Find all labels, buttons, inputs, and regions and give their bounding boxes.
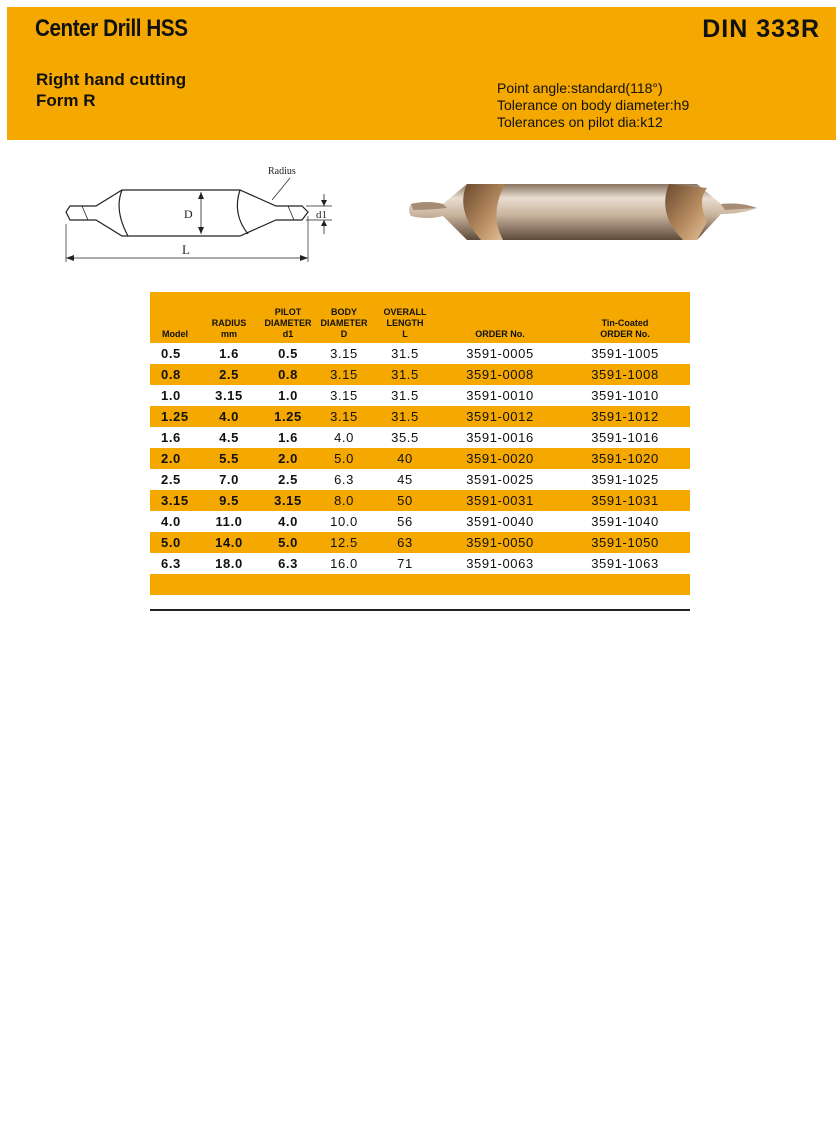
- spec-point-angle: Point angle:standard(118°): [497, 80, 663, 96]
- table-cell: 3591-0040: [466, 514, 534, 529]
- table-cell: 3591-0025: [466, 472, 534, 487]
- table-row: [150, 343, 690, 364]
- table-cell: 4.5: [219, 430, 239, 445]
- table-cell: 71: [397, 556, 413, 571]
- table-cell: 11.0: [215, 514, 243, 529]
- table-row: [150, 448, 690, 469]
- column-header-line: [162, 307, 200, 318]
- column-header-line: [560, 296, 690, 307]
- table-cell: 0.8: [258, 364, 318, 385]
- column-header: [440, 292, 560, 343]
- column-header-line: [162, 318, 200, 329]
- table-cell: 3591-1031: [560, 490, 690, 511]
- table-header-row: [150, 292, 690, 343]
- table-cell: 3591-1012: [560, 406, 690, 427]
- table-cell: 8.0: [318, 490, 370, 511]
- column-header-line: Model: [162, 329, 188, 339]
- spec-pilot-tolerance: Tolerances on pilot dia:k12: [497, 114, 663, 130]
- table-cell: 4.0: [278, 514, 298, 529]
- table-cell: 1.25: [150, 406, 200, 427]
- table-cell: 3591-1005: [591, 346, 659, 361]
- header-banner: [7, 7, 836, 140]
- table-cell: 31.5: [370, 406, 440, 427]
- l-label: L: [182, 242, 190, 257]
- table-cell: 5.0: [258, 532, 318, 553]
- table-cell: 3.15: [215, 388, 243, 403]
- table-cell: 50: [370, 490, 440, 511]
- table-row: [150, 511, 690, 532]
- table-cell: 3.15: [318, 364, 370, 385]
- table-cell: 3591-0010: [466, 388, 534, 403]
- table-cell: 1.0: [161, 388, 181, 403]
- table-cell: 56: [397, 514, 413, 529]
- table-cell: 1.25: [258, 406, 318, 427]
- table-cell: 2.5: [200, 364, 258, 385]
- table-cell: 10.0: [330, 514, 358, 529]
- table-cell: 3591-1040: [591, 514, 659, 529]
- column-header-line: [200, 296, 258, 307]
- table-cell: 3591-0020: [440, 448, 560, 469]
- column-header-line: [162, 296, 200, 307]
- subtitle-line-2: Form R: [36, 91, 96, 110]
- table-cell: 40: [370, 448, 440, 469]
- table-bottom-rule: [150, 595, 690, 610]
- table-cell: 2.0: [258, 448, 318, 469]
- column-header-line: d1: [282, 329, 294, 339]
- table-cell: 3591-0016: [466, 430, 534, 445]
- table-row: [150, 469, 690, 490]
- table-cell: 3.15: [330, 346, 358, 361]
- table-cell: 3591-1020: [560, 448, 690, 469]
- table-cell: 0.5: [161, 346, 181, 361]
- column-header-line: Tin-Coated: [601, 318, 649, 328]
- table-cell: 0.5: [278, 346, 298, 361]
- column-header: [200, 292, 258, 343]
- column-header-line: LENGTH: [386, 318, 424, 328]
- spec-body-tolerance: Tolerance on body diameter:h9: [497, 97, 690, 113]
- column-header: [150, 292, 200, 343]
- column-header-line: [318, 296, 370, 307]
- column-header-line: [370, 296, 440, 307]
- table-cell: 6.3: [278, 556, 298, 571]
- column-header: [318, 292, 370, 343]
- column-header-line: [200, 307, 258, 318]
- table-cell: 3591-1063: [591, 556, 659, 571]
- table-cell: 2.5: [161, 472, 181, 487]
- column-header-line: mm: [220, 329, 237, 339]
- table-cell: 3.15: [330, 388, 358, 403]
- table-cell: 14.0: [200, 532, 258, 553]
- column-header-line: DIAMETER: [320, 318, 368, 328]
- column-header-line: [258, 296, 318, 307]
- table-cell: 31.5: [391, 388, 419, 403]
- column-header-line: OVERALL: [383, 307, 427, 317]
- table-cell: 5.0: [318, 448, 370, 469]
- table-cell: 3591-0012: [440, 406, 560, 427]
- table-cell: 31.5: [370, 364, 440, 385]
- table-filler-row: [150, 574, 690, 595]
- table-cell: 3.15: [318, 406, 370, 427]
- table-cell: 3591-0050: [440, 532, 560, 553]
- column-header-line: D: [340, 329, 348, 339]
- d-label: D: [184, 207, 193, 221]
- column-header-line: BODY: [330, 307, 357, 317]
- table-cell: 16.0: [330, 556, 358, 571]
- table-cell: 9.5: [200, 490, 258, 511]
- table-cell: 6.3: [161, 556, 181, 571]
- table-cell: 35.5: [391, 430, 419, 445]
- table-cell: 4.0: [334, 430, 354, 445]
- table-row: [150, 532, 690, 553]
- table-cell: 31.5: [391, 346, 419, 361]
- d1-label: d1: [316, 209, 327, 221]
- table-cell: 45: [397, 472, 413, 487]
- table-cell: 1.0: [278, 388, 298, 403]
- column-header-line: ORDER No.: [475, 329, 525, 339]
- table-row: [150, 427, 690, 448]
- table-cell: 3.15: [150, 490, 200, 511]
- standard-code: DIN 333R: [702, 15, 820, 43]
- column-header-line: RADIUS: [211, 318, 247, 328]
- table-cell: 6.3: [334, 472, 354, 487]
- table-cell: 63: [370, 532, 440, 553]
- column-header: [258, 292, 318, 343]
- center-drill-photo: [407, 170, 763, 256]
- table-cell: 5.0: [150, 532, 200, 553]
- table-cell: 3591-1016: [591, 430, 659, 445]
- table-cell: 4.0: [161, 514, 181, 529]
- column-header-line: [440, 307, 560, 318]
- subtitle-line-1: Right hand cutting: [36, 70, 187, 89]
- table-row: [150, 364, 690, 385]
- table-cell: 3591-1025: [591, 472, 659, 487]
- table-cell: 12.5: [318, 532, 370, 553]
- table-cell: 1.6: [219, 346, 239, 361]
- table-cell: 3591-1010: [591, 388, 659, 403]
- table-cell: 2.0: [150, 448, 200, 469]
- column-header: [560, 292, 690, 343]
- table-cell: 4.0: [200, 406, 258, 427]
- specification-table: [150, 292, 690, 611]
- table-row: [150, 385, 690, 406]
- table-row: [150, 553, 690, 574]
- page-title: Center Drill HSS: [35, 15, 188, 42]
- column-header-line: L: [402, 329, 408, 339]
- column-header-line: [440, 318, 560, 329]
- table-body: [150, 343, 690, 610]
- column-header-line: [560, 307, 690, 318]
- column-header-line: [440, 296, 560, 307]
- table-cell: 0.8: [150, 364, 200, 385]
- column-header-line: PILOT: [274, 307, 302, 317]
- column-header-line: ORDER No.: [600, 329, 650, 339]
- column-header: [370, 292, 440, 343]
- table-cell: 18.0: [215, 556, 243, 571]
- spec-list: [497, 80, 689, 131]
- table-row: [150, 490, 690, 511]
- table-cell: 3591-0008: [440, 364, 560, 385]
- table-row: [150, 406, 690, 427]
- table-cell: 3.15: [258, 490, 318, 511]
- table-cell: 1.6: [161, 430, 181, 445]
- table-cell: 7.0: [219, 472, 239, 487]
- table-cell: 5.5: [200, 448, 258, 469]
- table-cell: 2.5: [278, 472, 298, 487]
- table-cell: 3591-0005: [466, 346, 534, 361]
- subtitle: [36, 69, 186, 111]
- table-cell: 3591-1050: [560, 532, 690, 553]
- center-drill-diagram: [62, 162, 342, 268]
- table-cell: 3591-0031: [440, 490, 560, 511]
- radius-label: Radius: [268, 166, 296, 177]
- table-cell: 3591-1008: [560, 364, 690, 385]
- table-cell: 3591-0063: [466, 556, 534, 571]
- table-cell: 1.6: [278, 430, 298, 445]
- column-header-line: DIAMETER: [264, 318, 312, 328]
